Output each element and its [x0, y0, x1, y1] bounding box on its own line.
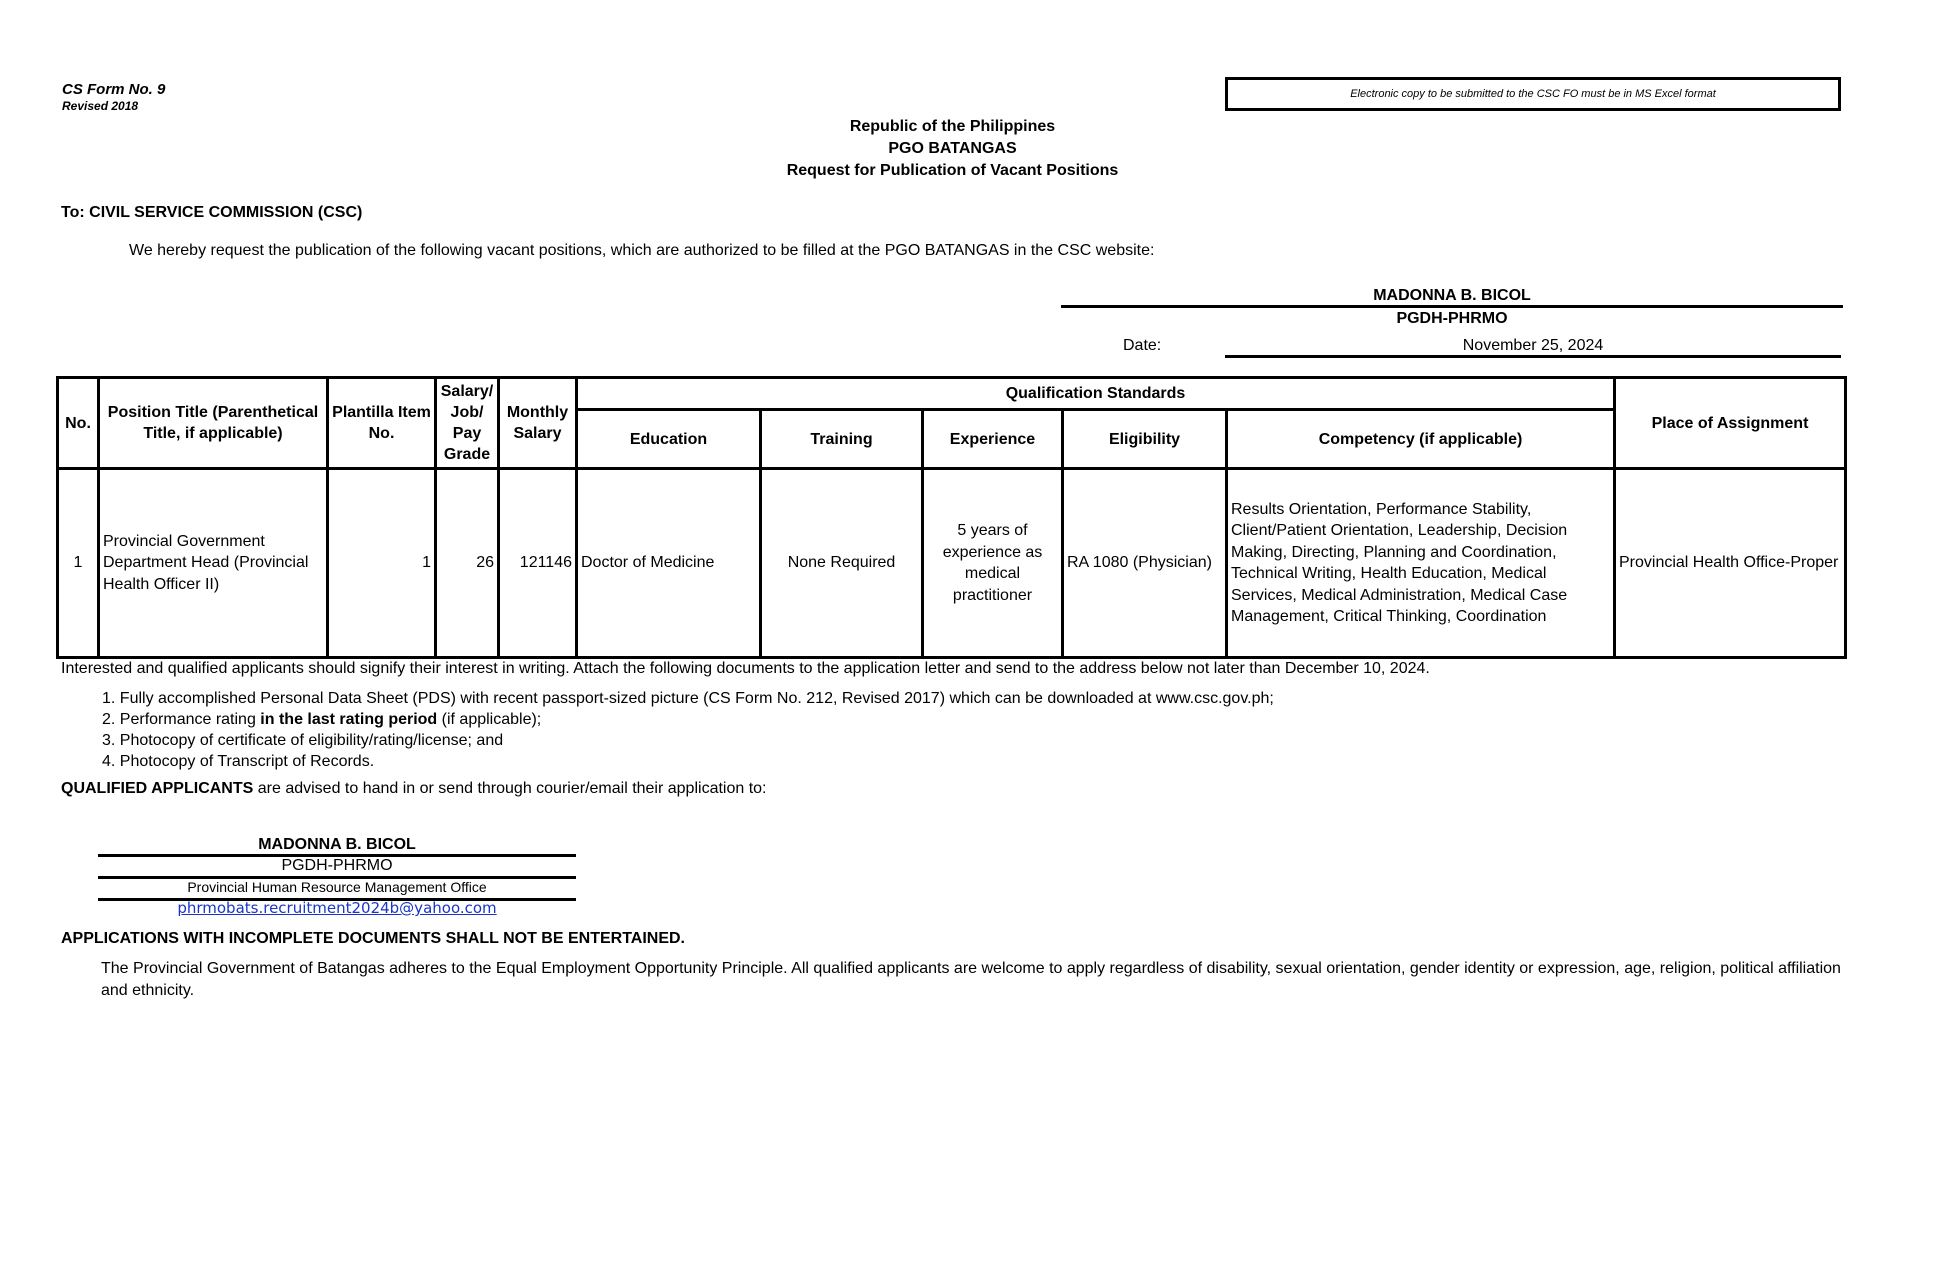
- signatory-name: MADONNA B. BICOL: [1373, 287, 1531, 304]
- header-agency: PGO BATANGAS: [888, 140, 1017, 157]
- header-no: No.: [58, 378, 99, 469]
- cell-eligibility: RA 1080 (Physician): [1063, 469, 1227, 658]
- contact-office-full: Provincial Human Resource Management Office: [187, 879, 487, 895]
- qualified-applicants-note: [61, 780, 767, 798]
- header-experience: Experience: [923, 410, 1063, 469]
- header-country: Republic of the Philippines: [849, 118, 1056, 135]
- requirement-text: 2. Performance rating: [102, 711, 261, 728]
- cell-no: 1: [58, 469, 99, 658]
- header-place-of-assignment: Place of Assignment: [1615, 378, 1846, 469]
- cell-plantilla-item: 1: [328, 469, 436, 658]
- signatory-office: PGDH-PHRMO: [1396, 310, 1508, 327]
- cell-competency: Results Orientation, Performance Stability, Client/Patient Orientation, Leadership, Decision Making, Directing, Planning and Coordination, Technical Writing, Health Education, Medical Services, Medical Administration, Medical Case Management, Critical Thinking, Coordination: [1227, 469, 1615, 658]
- contact-name: MADONNA B. BICOL: [258, 836, 416, 853]
- header-position-title: Position Title (Parenthetical Title, if applicable): [99, 378, 328, 469]
- cell-training: None Required: [761, 469, 923, 658]
- header-eligibility: Eligibility: [1063, 410, 1227, 469]
- header-training: Training: [761, 410, 923, 469]
- requirement-item: 3. Photocopy of certificate of eligibility/rating/license; and: [102, 732, 504, 749]
- requirement-emphasis: in the last rating period: [260, 711, 438, 728]
- form-number: CS Form No. 9: [62, 81, 166, 98]
- qualified-applicants-label: QUALIFIED APPLICANTS: [61, 780, 254, 797]
- cell-salary-grade: 26: [436, 469, 499, 658]
- header-plantilla-item: Plantilla Item No.: [328, 378, 436, 469]
- form-revision: Revised 2018: [62, 99, 139, 113]
- signatory-divider: [1061, 305, 1843, 308]
- cell-monthly-salary: 121146: [499, 469, 577, 658]
- date-underline: [1225, 355, 1841, 358]
- requirement-item: [102, 709, 1274, 730]
- requirement-text: (if applicable);: [437, 711, 542, 728]
- contact-office: PGDH-PHRMO: [281, 857, 393, 874]
- contact-email-link[interactable]: phrmobats.recruitment2024b@yahoo.com: [177, 899, 497, 917]
- requirement-item: 4. Photocopy of Transcript of Records.: [102, 753, 375, 770]
- electronic-copy-note: [1225, 77, 1841, 111]
- header-education: Education: [577, 410, 761, 469]
- header-salary-grade: Salary/ Job/ Pay Grade: [436, 378, 499, 469]
- table-row: [58, 469, 1846, 658]
- requirement-item: 1. Fully accomplished Personal Data Sheet (PDS) with recent passport-sized picture (CS Form No. 212, Revised 2017) which can be downloaded at www.csc.gov.ph;: [102, 690, 1274, 707]
- page-title: Request for Publication of Vacant Positions: [786, 162, 1119, 179]
- cell-education: Doctor of Medicine: [577, 469, 761, 658]
- cell-place-of-assignment: Provincial Health Office-Proper: [1615, 469, 1846, 658]
- incomplete-documents-warning: APPLICATIONS WITH INCOMPLETE DOCUMENTS SHALL NOT BE ENTERTAINED.: [61, 930, 685, 947]
- date-value: November 25, 2024: [1462, 337, 1604, 354]
- equal-opportunity-statement: The Provincial Government of Batangas adheres to the Equal Employment Opportunity Principle. All qualified applicants are welcome to apply regardless of disability, sexual orientation, gender identity or expression, age, religion, political affiliation and ethnicity.: [101, 960, 1841, 999]
- header-competency: Competency (if applicable): [1227, 410, 1615, 469]
- requirements-list: [102, 688, 1274, 772]
- instructions-text: Interested and qualified applicants should signify their interest in writing. Attach the following documents to the application letter and send to the address below not later than December 10, 2024.: [61, 660, 1430, 677]
- date-label: Date:: [1123, 337, 1162, 354]
- intro-text: We hereby request the publication of the following vacant positions, which are authorized to be filled at the PGO BATANGAS in the CSC website:: [129, 242, 1155, 259]
- electronic-copy-note-text: Electronic copy to be submitted to the CSC FO must be in MS Excel format: [1350, 88, 1716, 100]
- addressee: To: CIVIL SERVICE COMMISSION (CSC): [61, 204, 363, 221]
- cell-position-title: Provincial Government Department Head (Provincial Health Officer II): [99, 469, 328, 658]
- header-qualification-standards: Qualification Standards: [577, 378, 1615, 410]
- vacant-positions-table: [56, 376, 1847, 659]
- cell-experience: 5 years of experience as medical practitioner: [923, 469, 1063, 658]
- header-monthly-salary: Monthly Salary: [499, 378, 577, 469]
- qualified-applicants-text: are advised to hand in or send through courier/email their application to:: [253, 780, 767, 797]
